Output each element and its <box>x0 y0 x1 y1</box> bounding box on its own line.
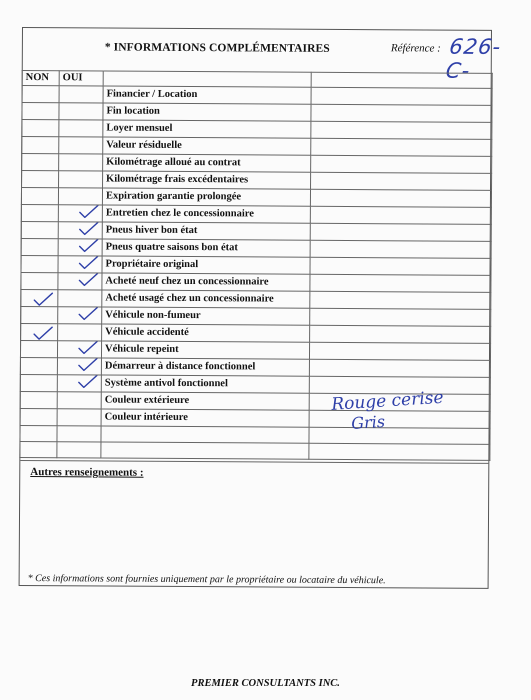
checkmark-icon <box>79 239 99 253</box>
non-checkbox-cell[interactable] <box>21 188 58 205</box>
non-checkbox-cell[interactable] <box>20 391 57 408</box>
oui-checkbox-cell[interactable] <box>57 409 101 426</box>
non-checkbox-cell[interactable] <box>21 238 58 255</box>
non-checkbox-cell[interactable] <box>21 272 58 289</box>
non-checkbox-cell[interactable] <box>22 103 59 120</box>
reference-label: Référence : <box>390 42 441 55</box>
handwritten-interior-color: Gris <box>350 411 386 433</box>
row-label <box>101 442 309 459</box>
non-checkbox-cell[interactable] <box>21 255 58 272</box>
row-value-cell[interactable] <box>309 359 490 377</box>
row-value-cell[interactable] <box>311 138 492 156</box>
checkmark-icon <box>79 205 99 219</box>
oui-checkbox-cell[interactable] <box>59 171 103 188</box>
non-checkbox-cell[interactable] <box>22 171 59 188</box>
row-value-cell[interactable] <box>311 87 492 105</box>
form-frame <box>19 27 504 589</box>
oui-checkbox-cell[interactable] <box>58 205 102 222</box>
row-value-cell[interactable] <box>310 291 491 309</box>
row-label: Couleur extérieure <box>101 392 309 410</box>
non-checkbox-cell[interactable] <box>20 340 57 357</box>
row-value-cell[interactable] <box>311 172 492 190</box>
row-value-cell[interactable] <box>310 257 491 275</box>
non-checkbox-cell[interactable] <box>22 137 59 154</box>
oui-checkbox-cell[interactable] <box>58 324 102 341</box>
checkmark-icon <box>78 273 98 287</box>
checkmark-icon <box>33 326 53 340</box>
row-value-cell[interactable] <box>309 443 490 460</box>
row-label: Pneus quatre saisons bon état <box>102 239 310 257</box>
oui-checkbox-cell[interactable] <box>58 273 102 290</box>
row-label: Couleur intérieure <box>101 409 309 427</box>
non-checkbox-cell[interactable] <box>22 120 59 137</box>
non-checkbox-cell[interactable] <box>20 374 57 391</box>
handwritten-exterior-color: Rouge cerise <box>330 387 445 415</box>
row-value-cell[interactable] <box>310 274 491 292</box>
row-value-cell[interactable] <box>310 325 491 343</box>
oui-checkbox-cell[interactable] <box>59 137 103 154</box>
non-checkbox-cell[interactable] <box>20 408 57 425</box>
company-name: PREMIER CONSULTANTS INC. <box>191 678 340 689</box>
oui-checkbox-cell[interactable] <box>58 307 102 324</box>
row-label: Financier / Location <box>103 86 311 104</box>
row-label: Entretien chez le concessionnaire <box>102 205 310 223</box>
table-row <box>20 441 490 460</box>
row-value-cell[interactable] <box>309 427 490 444</box>
checkmark-icon <box>78 341 98 355</box>
row-label: Véhicule non-fumeur <box>102 307 310 325</box>
row-label: Démarreur à distance fonctionnel <box>101 358 309 376</box>
other-info-label: Autres renseignements : <box>30 466 144 479</box>
row-label: Acheté neuf chez un concessionnaire <box>102 273 310 291</box>
footnote: * Ces informations sont fournies uniquement par le propriétaire ou locataire du véhicule. <box>27 573 386 587</box>
row-value-cell[interactable] <box>310 240 491 258</box>
oui-checkbox-cell[interactable] <box>57 426 101 442</box>
row-value-cell[interactable] <box>311 121 492 139</box>
checkmark-icon <box>79 222 99 236</box>
oui-checkbox-cell[interactable] <box>58 239 102 256</box>
oui-checkbox-cell[interactable] <box>59 103 103 120</box>
row-label: Véhicule accidenté <box>102 324 310 342</box>
non-checkbox-cell[interactable] <box>22 86 59 103</box>
row-label: Pneus hiver bon état <box>102 222 310 240</box>
oui-checkbox-cell[interactable] <box>58 188 102 205</box>
oui-checkbox-cell[interactable] <box>57 392 101 409</box>
row-label: Expiration garantie prolongée <box>102 188 310 206</box>
row-label: Fin location <box>103 103 311 121</box>
checkmark-icon <box>78 307 98 321</box>
non-checkbox-cell[interactable] <box>20 357 57 374</box>
section-divider <box>20 460 488 464</box>
oui-checkbox-cell[interactable] <box>59 86 103 103</box>
column-header-non: NON <box>22 71 59 86</box>
row-value-cell[interactable] <box>310 206 491 224</box>
oui-checkbox-cell[interactable] <box>58 256 102 273</box>
row-label: Loyer mensuel <box>103 120 311 138</box>
row-label: Acheté usagé chez un concessionnaire <box>102 290 310 308</box>
row-value-cell[interactable] <box>309 342 490 360</box>
checkmark-icon <box>78 358 98 372</box>
non-checkbox-cell[interactable] <box>21 323 58 340</box>
column-header-value <box>311 72 492 88</box>
form-title: * INFORMATIONS COMPLÉMENTAIRES <box>104 41 330 55</box>
checkmark-icon <box>33 292 53 306</box>
column-header-oui: OUI <box>59 71 103 86</box>
non-checkbox-cell[interactable] <box>21 204 58 221</box>
row-label: Système antivol fonctionnel <box>101 375 309 393</box>
row-value-cell[interactable] <box>311 155 492 173</box>
non-checkbox-cell[interactable] <box>21 306 58 323</box>
row-value-cell[interactable] <box>310 189 491 207</box>
oui-checkbox-cell[interactable] <box>58 222 102 239</box>
non-checkbox-cell[interactable] <box>20 425 57 441</box>
oui-checkbox-cell[interactable] <box>59 120 103 137</box>
non-checkbox-cell[interactable] <box>21 289 58 306</box>
oui-checkbox-cell[interactable] <box>58 290 102 307</box>
oui-checkbox-cell[interactable] <box>59 154 103 171</box>
non-checkbox-cell[interactable] <box>20 441 57 457</box>
oui-checkbox-cell[interactable] <box>57 442 101 458</box>
row-label: Propriétaire original <box>102 256 310 274</box>
row-value-cell[interactable] <box>310 308 491 326</box>
column-header-label <box>103 71 311 87</box>
row-label: Kilométrage alloué au contrat <box>103 154 311 172</box>
row-label: Kilométrage frais excédentaires <box>103 171 311 189</box>
checkmark-icon <box>78 375 98 389</box>
oui-checkbox-cell[interactable] <box>57 341 101 358</box>
row-value-cell[interactable] <box>310 223 491 241</box>
reference-value: 626-C- <box>444 34 504 83</box>
oui-checkbox-cell[interactable] <box>57 375 101 392</box>
row-value-cell[interactable] <box>311 104 492 122</box>
non-checkbox-cell[interactable] <box>22 154 59 171</box>
row-label <box>101 426 309 443</box>
oui-checkbox-cell[interactable] <box>57 358 101 375</box>
non-checkbox-cell[interactable] <box>21 221 58 238</box>
row-label: Valeur résiduelle <box>103 137 311 155</box>
checkmark-icon <box>79 256 99 270</box>
row-label: Véhicule repeint <box>101 341 309 359</box>
